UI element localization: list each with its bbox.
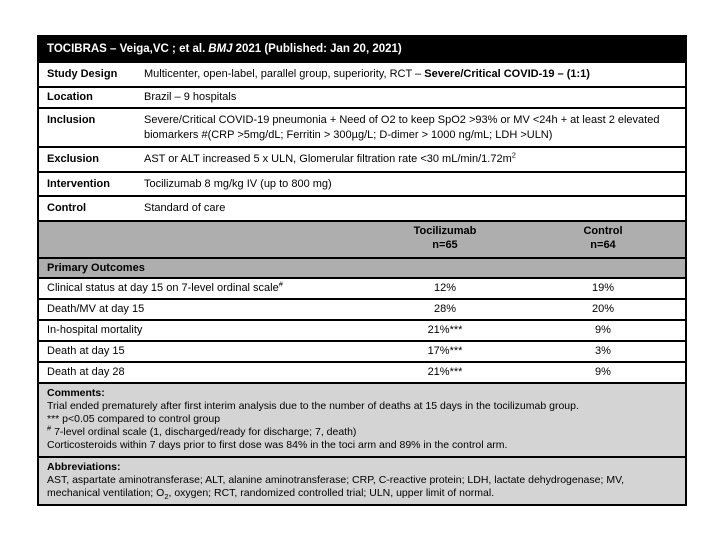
intervention-label: Intervention	[47, 177, 110, 190]
outcome-label	[39, 321, 369, 340]
comment-line	[47, 423, 677, 439]
table-row	[39, 361, 685, 382]
column-header-row	[39, 220, 685, 257]
significance-marker: ***	[449, 345, 463, 358]
significance-marker: ***	[449, 324, 463, 337]
row-exclusion	[39, 146, 685, 171]
outcome-label-text: Death at day 15	[47, 345, 125, 358]
outcome-label	[39, 279, 369, 298]
title-text-pre: TOCIBRAS – Veiga,VC ; et al.	[47, 43, 206, 55]
tocilizumab-value	[369, 363, 521, 382]
outcome-label-superscript: #	[278, 279, 283, 289]
table-row	[39, 298, 685, 319]
tocilizumab-value	[369, 300, 521, 319]
tocilizumab-value-text: 21%	[427, 324, 450, 337]
tocilizumab-value-text: 28%	[433, 303, 457, 316]
control-value: 9%	[595, 324, 611, 337]
exclusion-label: Exclusion	[47, 153, 99, 166]
exclusion-text: AST or ALT increased 5 x ULN, Glomerular filtration rate <30 mL/min/1.72m	[144, 153, 512, 166]
row-location	[39, 86, 685, 108]
control-label: Control	[47, 202, 87, 215]
study-design-label: Study Design	[47, 68, 118, 80]
control-value: 20%	[591, 303, 615, 316]
abbreviations-section	[39, 456, 685, 504]
journal-name: BMJ	[208, 43, 233, 55]
comments-section	[39, 382, 685, 456]
table-row	[39, 277, 685, 298]
table-row	[39, 319, 685, 340]
abbreviations-text	[47, 474, 677, 500]
study-summary-table	[37, 35, 687, 506]
primary-outcomes-header: Primary Outcomes	[39, 257, 685, 277]
control-column-n: n=64	[590, 239, 616, 252]
row-intervention	[39, 171, 685, 196]
tocilizumab-column-n: n=65	[432, 239, 458, 252]
outcome-label	[39, 300, 369, 319]
outcome-label-text: Clinical status at day 15 on 7-level ordinal scale	[47, 282, 279, 295]
row-control	[39, 195, 685, 220]
inclusion-label: Inclusion	[47, 114, 96, 127]
significance-marker: ***	[449, 366, 463, 379]
column-header-control	[521, 225, 685, 253]
title-text-post: 2021 (Published: Jan 20, 2021)	[235, 43, 402, 55]
abbreviations-text-part1: AST, aspartate aminotransferase; ALT, alanine aminotransferase; CRP, C-reactive protein; LDH, lactate dehydrogenase; MV, mechanical ventilation; O	[47, 473, 627, 499]
row-study-design	[39, 61, 685, 86]
outcome-label-text: Death/MV at day 15	[47, 303, 145, 316]
tocilizumab-value-text: 12%	[433, 282, 457, 295]
comment-line: Corticosteroids within 7 days prior to first dose was 84% in the toci arm and 89% in the control arm.	[47, 438, 508, 451]
tocilizumab-value	[369, 342, 521, 361]
title-bar	[39, 37, 685, 61]
location-label: Location	[47, 91, 93, 104]
location-value: Brazil – 9 hospitals	[144, 91, 237, 104]
abbreviations-text-part2: , oxygen; RCT, randomized controlled trial; ULN, upper limit of normal.	[168, 486, 495, 499]
table-row	[39, 340, 685, 361]
outcome-label-text: Death at day 28	[47, 366, 125, 379]
outcome-label	[39, 363, 369, 382]
comment-line: *** p<0.05 compared to control group	[47, 412, 221, 425]
control-column-name: Control	[583, 225, 623, 238]
study-design-value	[144, 63, 685, 86]
comments-heading: Comments:	[47, 386, 105, 399]
outcome-label-text: In-hospital mortality	[47, 324, 143, 337]
comment-line: Trial ended prematurely after first interim analysis due to the number of deaths at 15 days in the tocilizumab group.	[47, 399, 579, 412]
oxygen-subscript: 2	[164, 491, 169, 501]
footnote-marker: #	[47, 423, 52, 433]
study-design-text: Multicenter, open-label, parallel group, superiority, RCT –	[144, 68, 425, 80]
tocilizumab-value-text: 21%	[427, 366, 450, 379]
outcome-label	[39, 342, 369, 361]
abbreviations-heading: Abbreviations:	[47, 460, 121, 473]
control-value: 19%	[591, 282, 615, 295]
intervention-value: Tocilizumab 8 mg/kg IV (up to 800 mg)	[144, 177, 332, 190]
control-value: 3%	[595, 345, 611, 358]
tocilizumab-value	[369, 279, 521, 298]
comment-line-text: 7-level ordinal scale (1, discharged/ready for discharge; 7, death)	[51, 425, 357, 438]
tocilizumab-value-text: 17%	[427, 345, 450, 358]
study-design-bold: Severe/Critical COVID-19 – (1:1)	[424, 68, 590, 80]
exclusion-superscript: 2	[511, 150, 516, 160]
row-inclusion	[39, 107, 685, 146]
tocilizumab-column-name: Tocilizumab	[413, 225, 477, 238]
exclusion-value	[144, 148, 685, 171]
inclusion-value: Severe/Critical COVID-19 pneumonia + Need of O2 to keep SpO2 >93% or MV <24h + at least 2 elevated biomarkers #(CRP >5mg/dL; Ferritin > 300µg/L; D-dimer > 1000 ng/mL; LDH >ULN)	[144, 114, 660, 141]
tocilizumab-value	[369, 321, 521, 340]
control-value: 9%	[595, 366, 611, 379]
control-value: Standard of care	[144, 202, 226, 215]
column-header-tocilizumab	[369, 225, 521, 253]
